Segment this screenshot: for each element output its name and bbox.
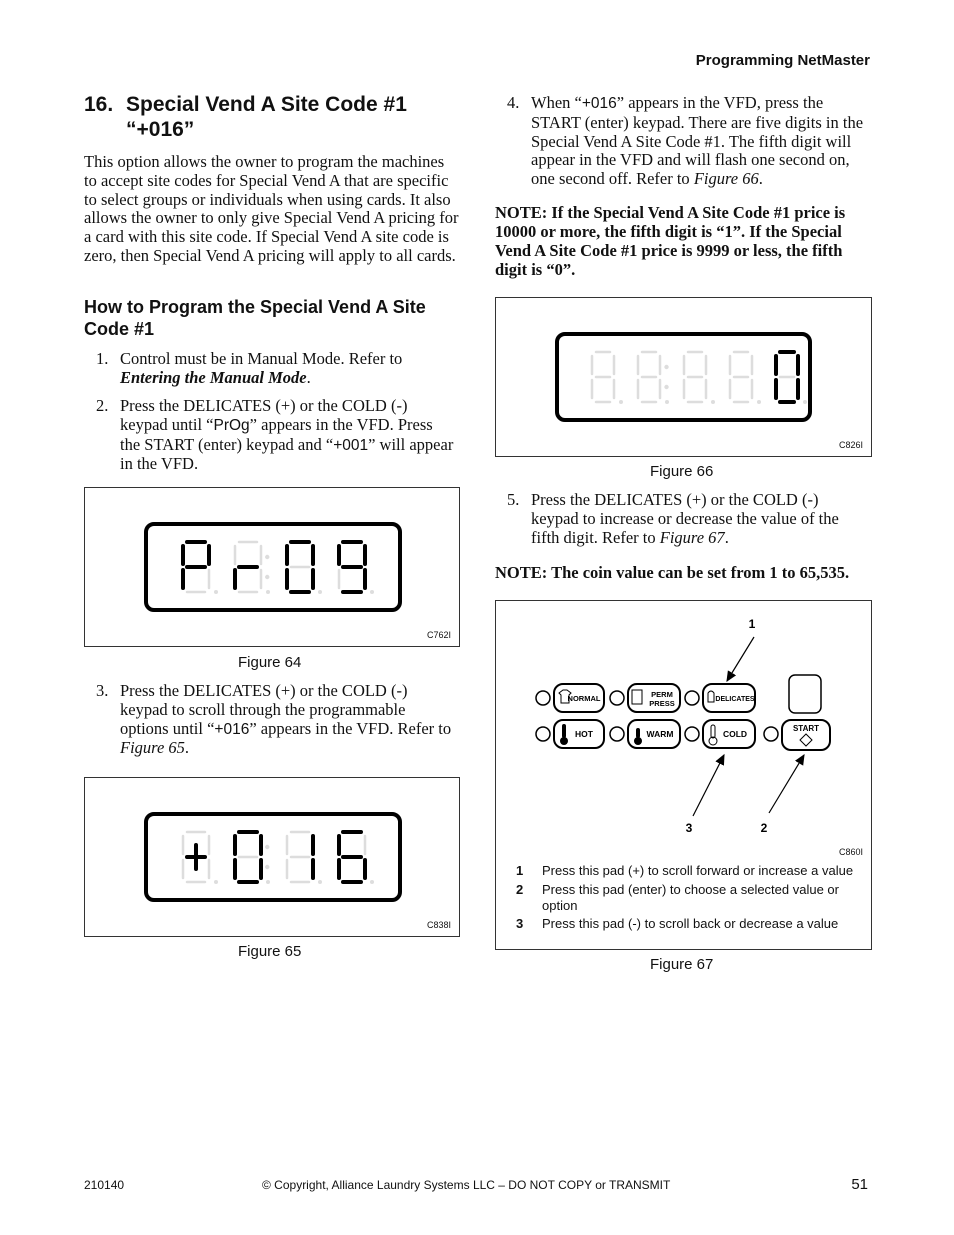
callout-2: 2 [760, 821, 768, 835]
legend-text: Press this pad (enter) to choose a selected value or option [542, 882, 839, 913]
cross-reference-link[interactable]: Figure 66 [693, 169, 759, 189]
figure-code: C762I [426, 630, 451, 640]
warm-label: WARM [646, 729, 674, 739]
start-label: START [792, 724, 820, 733]
step-2 [96, 397, 456, 474]
step-text: . [724, 527, 729, 547]
start-button[interactable] [764, 720, 830, 750]
cross-reference-link[interactable]: Figure 67 [659, 527, 725, 547]
intro-paragraph: This option allows the owner to program the machines to accept site codes for Special Vend A that are specific to select groups or individuals when using cards. It also allows the owner to only give Special Vend A pricing for a card with this site code. If Special Vend A site code is zero, then Special Vend A pricing will apply to all cards. [84, 152, 459, 265]
legend-item-3 [516, 916, 866, 932]
colon-dot [265, 865, 269, 869]
step-4 [507, 94, 869, 189]
figure-code: C838I [426, 920, 451, 930]
figure-64-caption: Figure 64 [238, 654, 302, 671]
step-text: Press the DELICATES (+) or the COLD (-) keypad to scroll through the programmable options until “ [120, 681, 408, 738]
step-text: ” appears in the VFD. Press the START (enter) keypad and “ [120, 414, 433, 454]
step-text: Control must be in Manual Mode. Refer to [120, 349, 403, 368]
step-text: ” will appear in the VFD. [120, 434, 454, 474]
decimal-point [665, 400, 669, 404]
figure-67-box [495, 600, 872, 950]
indicator-led [536, 727, 550, 741]
decimal-point [803, 400, 807, 404]
legend-text: Press this pad (-) to scroll back or decrease a value [542, 916, 839, 931]
step-1 [96, 350, 426, 388]
step-text: When “ [531, 93, 582, 112]
legend-text: Press this pad (+) to scroll forward or increase a value [542, 863, 854, 878]
decimal-point [214, 880, 218, 884]
figure-code: C860I [838, 847, 863, 857]
indicator-led [610, 727, 624, 741]
vfd-display-fifth-digit [496, 298, 871, 456]
page-number: 51 [851, 1176, 868, 1193]
indicator-led [685, 727, 699, 741]
blank-pad [789, 675, 821, 713]
perm-label: PERM [651, 690, 673, 699]
step-text: . [758, 169, 763, 189]
note-fifth-digit: NOTE: If the Special Vend A Site Code #1 price is 10000 or more, the fifth digit is “1”. If the Special Vend A Site Code #1 price is 9999 or less, the fifth digit is “0”. [495, 203, 846, 279]
legend-number: 1 [516, 863, 524, 878]
decimal-point [619, 400, 623, 404]
legend-number: 2 [516, 882, 524, 897]
decimal-point [266, 880, 270, 884]
figure-65-box [84, 777, 460, 937]
step-text: Press the DELICATES (+) or the COLD (-) keypad until “ [120, 396, 408, 434]
step-3 [96, 682, 456, 758]
cross-reference-link[interactable]: Entering the Manual Mode [120, 367, 307, 387]
decimal-point [711, 400, 715, 404]
vfd-code: +001 [333, 436, 369, 454]
indicator-led [685, 691, 699, 705]
vfd-code: +016 [214, 720, 250, 738]
step-text: ” appears in the VFD, press the START (enter) keypad. There are five digits in the Special Vend A Site Code #1. The fifth digit will appear in the VFD and will flash one second on, one second off. Refer to [531, 93, 864, 189]
indicator-led [536, 691, 550, 705]
footer-copyright: © Copyright, Alliance Laundry Systems LLC – DO NOT COPY or TRANSMIT [262, 1178, 671, 1192]
indicator-led [764, 727, 778, 741]
decimal-point [370, 590, 374, 594]
section-title-text: Special Vend A Site Code #1 “+016” [126, 93, 407, 141]
decimal-point [318, 880, 322, 884]
vfd-code: +016 [581, 95, 617, 112]
step-text: Press the DELICATES (+) or the COLD (-) keypad to increase or decrease the value of the fifth digit. Refer to [531, 490, 839, 547]
section-title [84, 92, 464, 142]
cold-button[interactable] [685, 720, 755, 748]
step-text: . [184, 738, 190, 758]
colon-dot [664, 385, 668, 389]
delicates-button[interactable] [685, 684, 755, 712]
hot-button[interactable] [536, 720, 604, 748]
warm-button[interactable] [610, 720, 680, 748]
decimal-point [318, 590, 322, 594]
step-number: 3. [96, 681, 109, 700]
legend-item-1 [516, 863, 868, 879]
vfd-display-016 [85, 778, 459, 936]
callout-3: 3 [685, 821, 693, 835]
figure-67-caption: Figure 67 [650, 956, 714, 973]
press-label: PRESS [649, 699, 675, 708]
step-number: 2. [96, 396, 109, 415]
decimal-point [757, 400, 761, 404]
callout-1: 1 [748, 617, 756, 631]
figure-64-box [84, 487, 460, 647]
vfd-display-prog [85, 488, 459, 646]
step-number: 1. [96, 349, 109, 368]
colon-dot [265, 845, 269, 849]
decimal-point [214, 590, 218, 594]
section-number: 16. [84, 93, 114, 116]
step-number: 5. [507, 490, 520, 509]
figure-66-caption: Figure 66 [650, 463, 714, 480]
step-5 [507, 491, 869, 547]
footer-doc-number: 210140 [84, 1178, 125, 1192]
normal-label: NORMAL [567, 694, 601, 703]
legend-number: 3 [516, 916, 524, 931]
step-text: ” appears in the VFD. Refer to [249, 718, 452, 738]
delicates-label: DELICATES [715, 696, 755, 703]
subheading: How to Program the Special Vend A Site Code #1 [84, 297, 426, 339]
colon-dot [265, 555, 269, 559]
note-coin-value: NOTE: The coin value can be set from 1 to 65,535. [495, 563, 850, 582]
keypad-diagram [496, 601, 871, 851]
perm-press-button[interactable] [610, 684, 680, 712]
step-text: . [306, 367, 311, 387]
figure-code: C826I [838, 440, 863, 450]
cold-label: COLD [722, 729, 748, 739]
indicator-led [610, 691, 624, 705]
hot-label: HOT [575, 729, 593, 739]
step-number: 4. [507, 93, 520, 112]
running-header: Programming NetMaster [695, 52, 870, 69]
decimal-point [266, 590, 270, 594]
normal-button[interactable] [536, 684, 604, 712]
decimal-point [370, 880, 374, 884]
cross-reference-link[interactable]: Figure 65 [120, 738, 185, 758]
vfd-code: PrOg [213, 416, 250, 434]
figure-65-caption: Figure 65 [238, 943, 302, 960]
colon-dot [664, 365, 668, 369]
figure-66-box [495, 297, 872, 457]
legend-item-2 [516, 882, 856, 914]
colon-dot [265, 575, 269, 579]
